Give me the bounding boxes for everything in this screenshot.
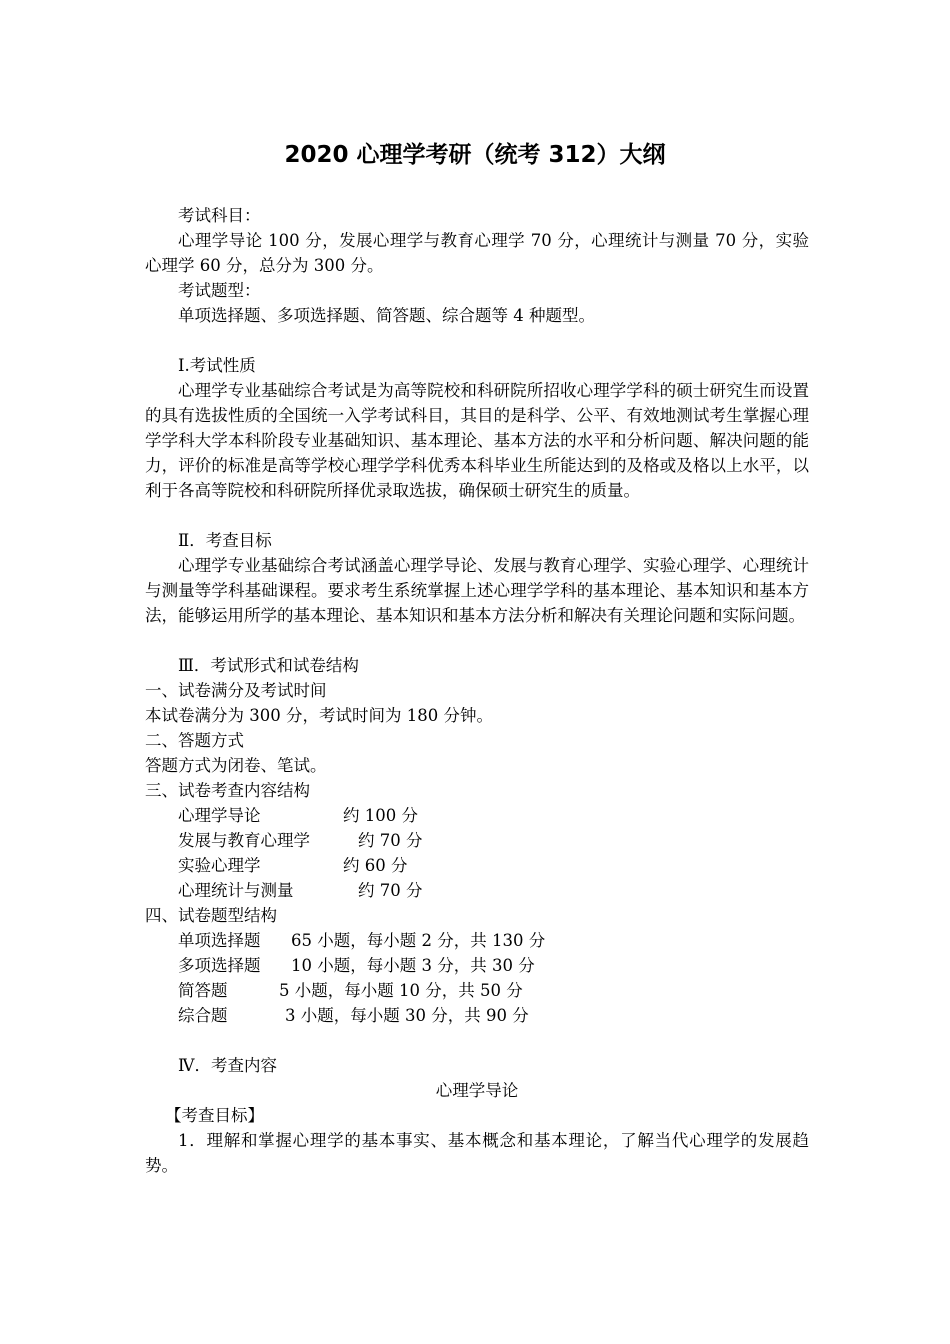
type-row-detail: 65 小题，每小题 2 分，共 130 分 — [291, 931, 546, 950]
content-row — [145, 828, 809, 853]
type-row-detail: 3 小题，每小题 30 分，共 90 分 — [285, 1006, 529, 1025]
content-row-score: 约 70 分 — [358, 831, 423, 850]
section1-body: 心理学专业基础综合考试是为高等院校和科研院所招收心理学学科的硕士研究生而设置的具有选拔性质的全国统一入学考试科目，其目的是科学、公平、有效地测试考生掌握心理学学科大学本科阶段专业基础知识、基本理论、基本方法的水平和分析问题、解决问题的能力，评价的标准是高等学校心理学学科优秀本科毕业生所能达到的及格或及格以上水平，以利于各高等院校和科研院所择优录取选拔，确保硕士研究生的质量。 — [145, 381, 809, 500]
content-row-name: 心理统计与测量 — [178, 881, 294, 900]
subjects-label: 考试科目： — [178, 206, 261, 225]
sub3-heading: 三、试卷考查内容结构 — [145, 781, 310, 800]
section2-heading: Ⅱ．考查目标 — [178, 531, 272, 550]
sub2-heading: 二、答题方式 — [145, 731, 244, 750]
type-row-detail: 5 小题，每小题 10 分，共 50 分 — [279, 981, 523, 1000]
types-text: 单项选择题、多项选择题、简答题、综合题等 4 种题型。 — [178, 306, 595, 325]
section4-heading: Ⅳ．考查内容 — [178, 1056, 277, 1075]
section2-body: 心理学专业基础综合考试涵盖心理学导论、发展与教育心理学、实验心理学、心理统计与测量等学科基础课程。要求考生系统掌握上述心理学学科的基本理论、基本知识和基本方法，能够运用所学的基本理论、基本知识和基本方法分析和解决有关理论问题和实际问题。 — [145, 556, 809, 625]
sub4-heading: 四、试卷题型结构 — [145, 906, 277, 925]
type-row — [145, 1003, 809, 1028]
goal-label: 【考查目标】 — [165, 1106, 264, 1125]
document-title: 2020 心理学考研（统考 312）大纲 — [284, 142, 666, 168]
section1-heading: Ⅰ.考试性质 — [178, 356, 256, 375]
content-row — [145, 803, 809, 828]
type-row-name: 简答题 — [178, 981, 228, 1000]
content-row — [145, 878, 809, 903]
content-row-name: 实验心理学 — [178, 856, 261, 875]
document-body — [145, 203, 809, 1178]
content-row-name: 发展与教育心理学 — [178, 831, 310, 850]
goal-item-1: 1．理解和掌握心理学的基本事实、基本概念和基本理论，了解当代心理学的发展趋势。 — [145, 1131, 809, 1175]
type-row-name: 综合题 — [178, 1006, 228, 1025]
sub1-heading: 一、试卷满分及考试时间 — [145, 681, 327, 700]
type-row-name: 单项选择题 — [178, 931, 261, 950]
content-row-score: 约 60 分 — [343, 856, 408, 875]
content-row-score: 约 70 分 — [358, 881, 423, 900]
type-row-name: 多项选择题 — [178, 956, 261, 975]
content-row-name: 心理学导论 — [178, 806, 261, 825]
content-row — [145, 853, 809, 878]
section3-heading: Ⅲ．考试形式和试卷结构 — [178, 656, 359, 675]
type-row — [145, 953, 809, 978]
subject-title: 心理学导论 — [435, 1081, 519, 1100]
sub1-text: 本试卷满分为 300 分，考试时间为 180 分钟。 — [145, 706, 493, 725]
type-row — [145, 928, 809, 953]
types-label: 考试题型： — [178, 281, 261, 300]
sub2-text: 答题方式为闭卷、笔试。 — [145, 756, 327, 775]
type-row-detail: 10 小题，每小题 3 分，共 30 分 — [291, 956, 535, 975]
content-row-score: 约 100 分 — [343, 806, 418, 825]
type-row — [145, 978, 809, 1003]
subjects-text: 心理学导论 100 分，发展心理学与教育心理学 70 分，心理统计与测量 70 分，实验心理学 60 分，总分为 300 分。 — [145, 231, 809, 275]
